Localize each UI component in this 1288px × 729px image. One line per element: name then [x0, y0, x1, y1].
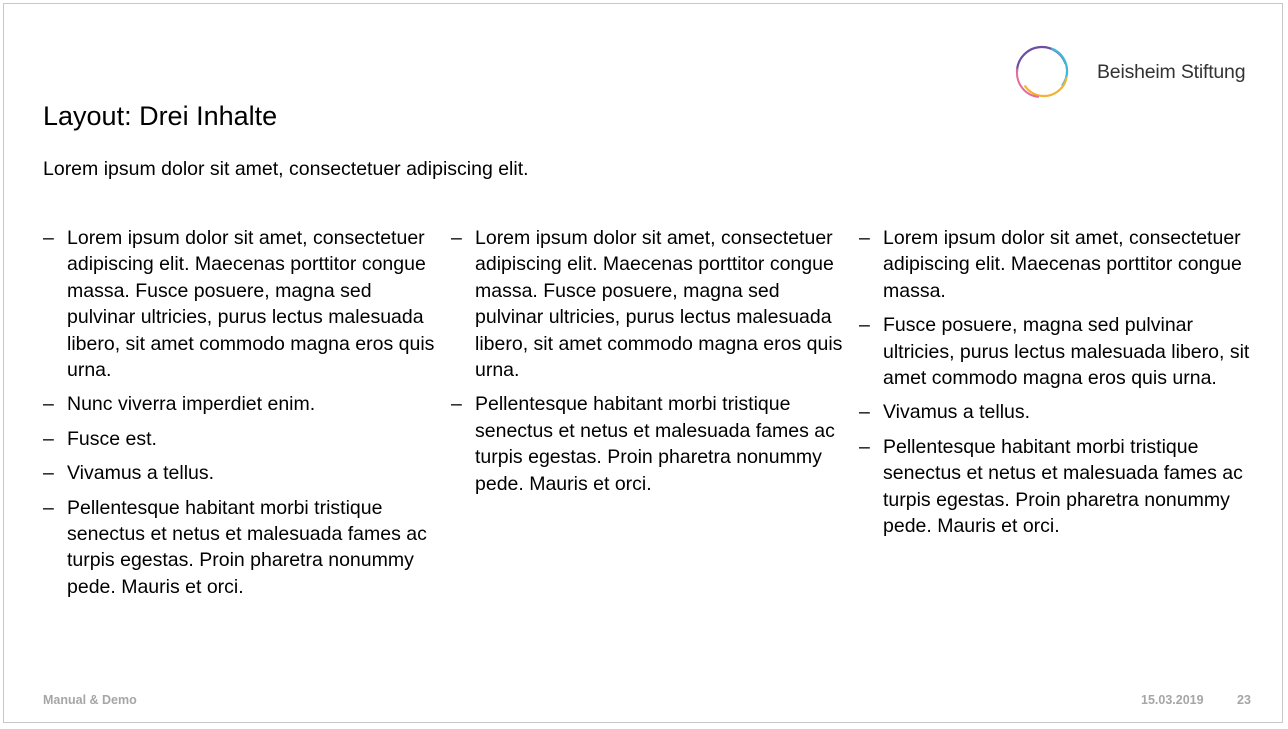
bullet-item: [43, 391, 443, 417]
bullet-item: [43, 495, 443, 601]
bullet-text: Fusce posuere, magna sed pulvinar ultricies, purus lectus malesuada libero, sit amet commodo magna eros quis urna.: [883, 314, 1250, 390]
bullet-text: Pellentesque habitant morbi tristique senectus et netus et malesuada fames ac turpis egestas. Proin pharetra nonummy pede. Mauris et orci.: [883, 435, 1243, 538]
bullet-item: [43, 426, 443, 452]
bullet-item: [451, 225, 851, 383]
footer-label: Manual & Demo: [43, 693, 137, 707]
footer-date: 15.03.2019: [1141, 693, 1204, 707]
bullet-text: Fusce est.: [67, 427, 157, 450]
bullet-dash: –: [859, 314, 870, 337]
bullet-item: [859, 312, 1259, 391]
page-number: 23: [1237, 693, 1251, 707]
logo-text: Beisheim Stiftung: [1097, 61, 1246, 83]
bullet-dash: –: [451, 393, 462, 416]
bullet-item: [859, 434, 1259, 540]
bullet-dash: –: [43, 427, 54, 450]
bullet-text: Lorem ipsum dolor sit amet, consectetuer adipiscing elit. Maecenas porttitor congue massa. Fusce posuere, magna sed pulvinar ultricies, purus lectus malesuada libero, sit amet commodo magna eros quis urna.: [475, 227, 843, 382]
slide-subtitle: Lorem ipsum dolor sit amet, consectetuer adipiscing elit.: [43, 158, 529, 180]
bullet-dash: –: [43, 462, 54, 485]
bullet-item: [451, 391, 851, 497]
bullet-dash: –: [43, 496, 54, 519]
bullet-text: Lorem ipsum dolor sit amet, consectetuer adipiscing elit. Maecenas porttitor congue massa.: [883, 227, 1242, 302]
bullet-dash: –: [859, 401, 870, 424]
slide-title: Layout: Drei Inhalte: [43, 101, 278, 131]
logo: [1012, 41, 1262, 105]
slide: [3, 3, 1283, 723]
bullet-dash: –: [859, 435, 870, 458]
bullet-dash: –: [859, 227, 870, 249]
bullet-text: Pellentesque habitant morbi tristique senectus et netus et malesuada fames ac turpis egestas. Proin pharetra nonummy pede. Mauris et orci.: [67, 496, 427, 598]
bullet-item: [859, 399, 1259, 425]
beisheim-ring-logo-icon: [1012, 41, 1076, 103]
bullet-text: Vivamus a tellus.: [67, 462, 215, 485]
bullet-item: [859, 225, 1259, 304]
bullet-dash: –: [451, 227, 462, 249]
content-column-1: [43, 225, 443, 608]
bullet-text: Vivamus a tellus.: [883, 401, 1031, 424]
bullet-item: [43, 225, 443, 383]
bullet-dash: –: [43, 393, 54, 416]
bullet-text: Nunc viverra imperdiet enim.: [67, 393, 316, 416]
bullet-text: Lorem ipsum dolor sit amet, consectetuer adipiscing elit. Maecenas porttitor congue massa. Fusce posuere, magna sed pulvinar ultricies, purus lectus malesuada libero, sit amet commodo magna eros quis urna.: [67, 227, 435, 382]
bullet-text: Pellentesque habitant morbi tristique senectus et netus et malesuada fames ac turpis egestas. Proin pharetra nonummy pede. Mauris et orci.: [475, 393, 835, 495]
bullet-item: [43, 460, 443, 486]
content-column-2: [451, 225, 851, 505]
bullet-dash: –: [43, 227, 54, 249]
content-column-3: [859, 225, 1259, 547]
